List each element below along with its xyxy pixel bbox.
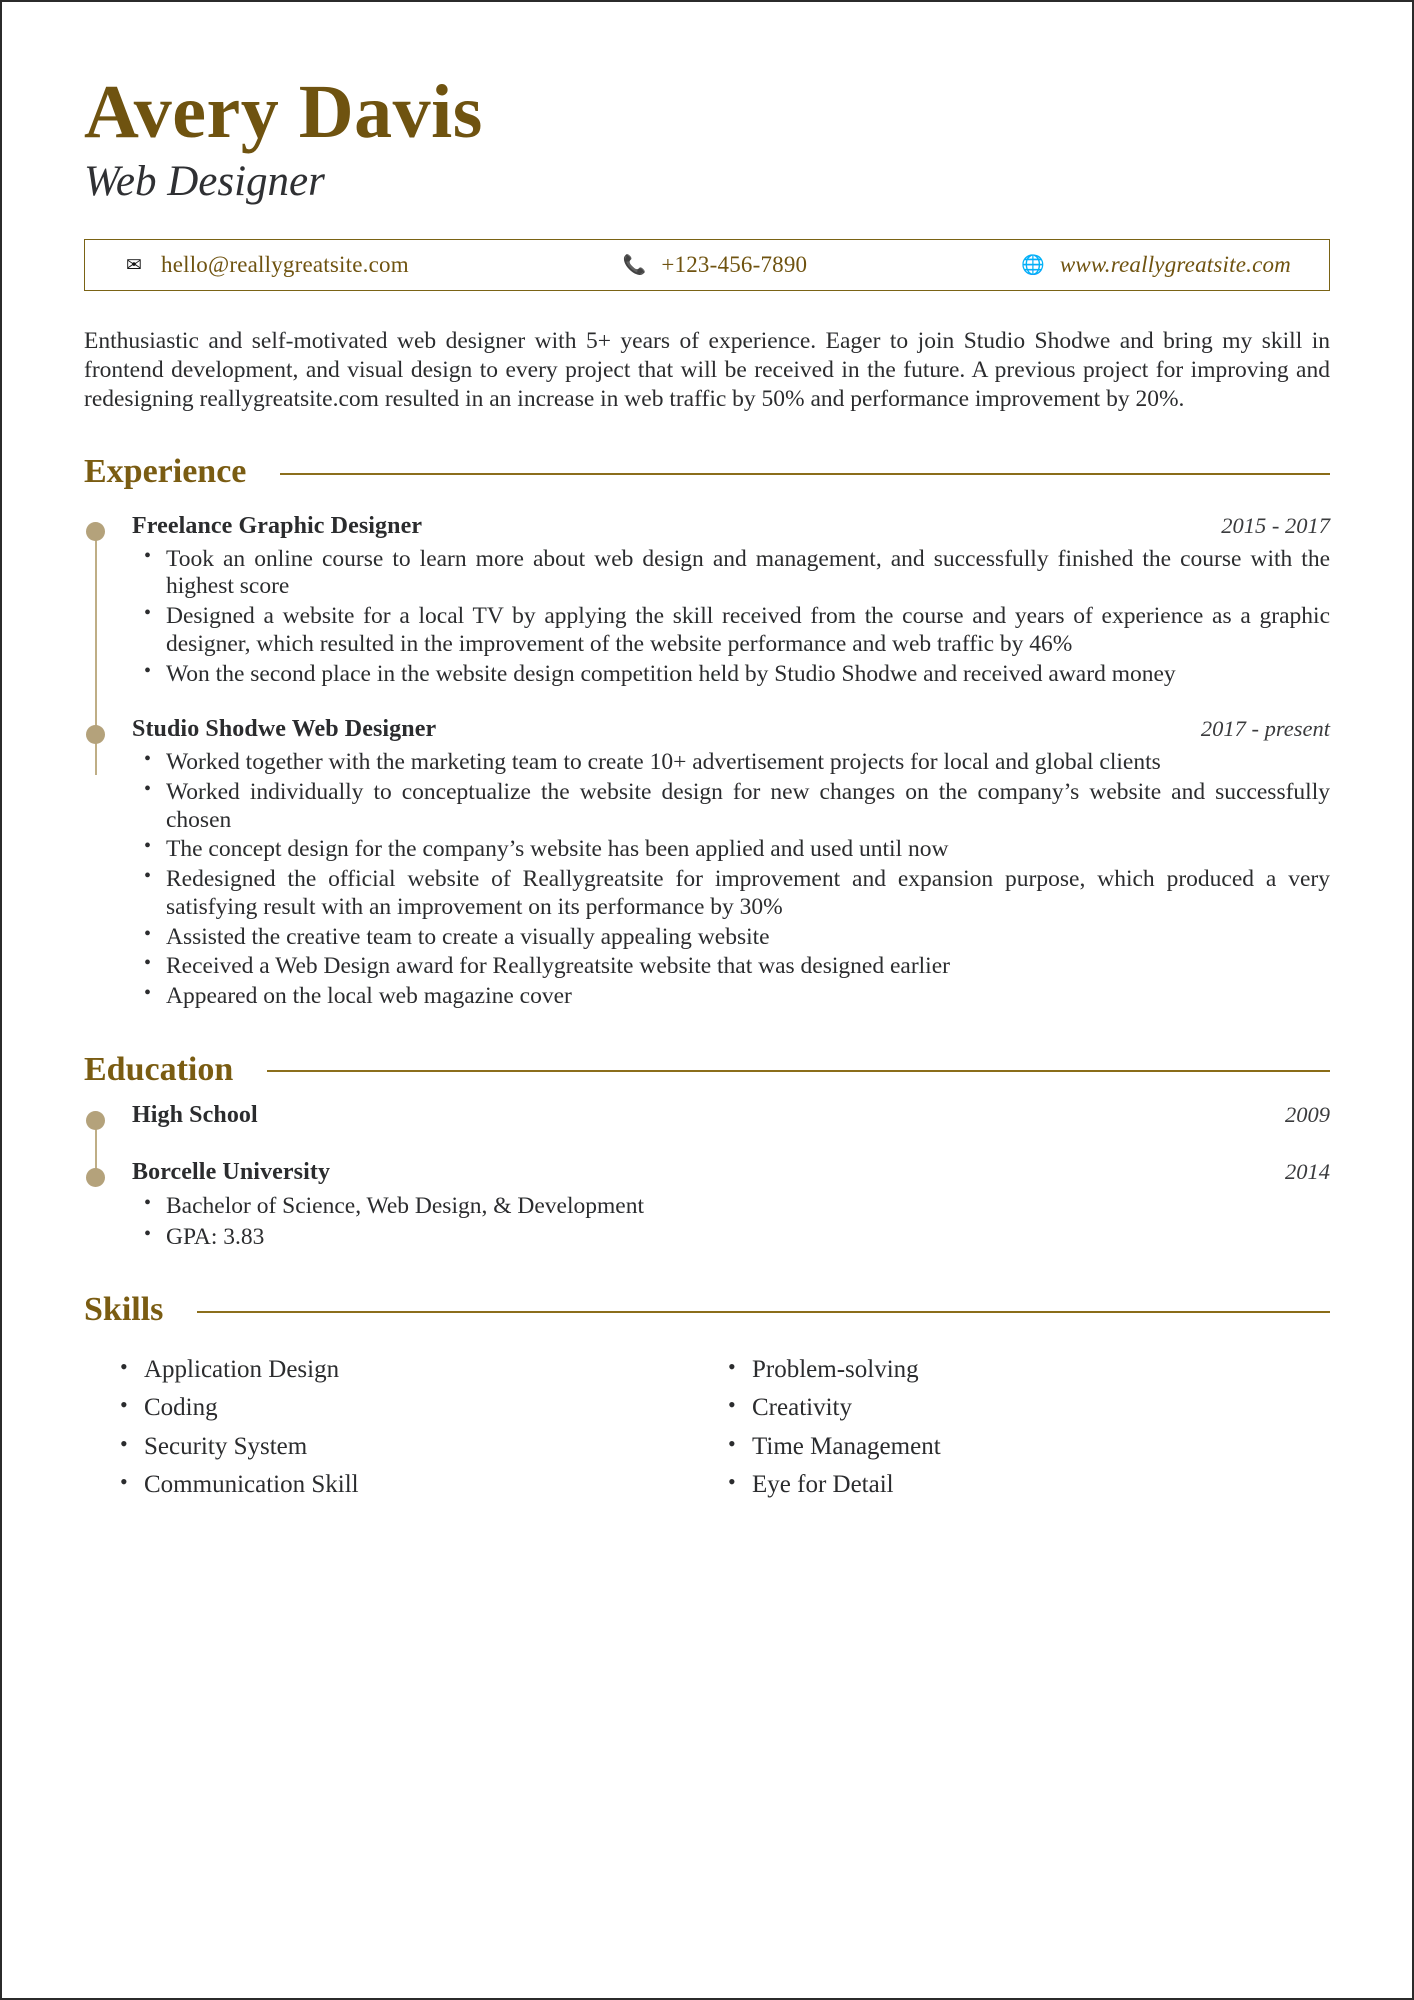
section-experience xyxy=(84,453,1330,1010)
education-entry-header xyxy=(132,1159,1330,1186)
contact-phone[interactable] xyxy=(623,252,807,278)
education-timeline xyxy=(84,1102,1330,1251)
job-bullet-list xyxy=(132,749,1330,1010)
experience-entry-header xyxy=(132,513,1330,540)
skills-list xyxy=(722,1355,1330,1500)
experience-entry-header xyxy=(132,716,1330,743)
skills-column-left xyxy=(114,1355,722,1509)
list-item: • Assisted the creative team to create a visually appealing website xyxy=(166,924,1330,952)
section-skills xyxy=(84,1291,1330,1508)
list-item: • Received a Web Design award for Reallygreatsite website that was designed earlier xyxy=(166,953,1330,981)
education-bullet-list xyxy=(132,1192,1330,1251)
skills-heading: Skills xyxy=(84,1291,164,1329)
job-bullet-list xyxy=(132,546,1330,689)
timeline-dot-icon xyxy=(86,1168,105,1187)
skills-heading-row xyxy=(84,1291,1330,1328)
education-entry xyxy=(132,1102,1330,1129)
section-divider xyxy=(267,1070,1330,1072)
section-divider xyxy=(280,473,1330,475)
list-item: • Creativity xyxy=(752,1393,1330,1423)
list-item: • Took an online course to learn more about web design and management, and successfully finished the course with the highest score xyxy=(166,546,1330,601)
list-item: • Won the second place in the website design competition held by Studio Shodwe and received award money xyxy=(166,661,1330,689)
experience-heading-row xyxy=(84,453,1330,490)
section-education xyxy=(84,1051,1330,1252)
education-entry-header xyxy=(132,1102,1330,1129)
list-item: • Application Design xyxy=(144,1355,722,1385)
contact-website[interactable] xyxy=(1022,252,1291,278)
timeline-dot-icon xyxy=(86,1111,105,1130)
experience-timeline xyxy=(84,513,1330,1011)
job-date: 2015 - 2017 xyxy=(1221,512,1330,538)
school-name: Borcelle University xyxy=(132,1159,331,1186)
list-item: • Communication Skill xyxy=(144,1470,722,1500)
experience-heading: Experience xyxy=(84,453,247,491)
list-item: • Coding xyxy=(144,1393,722,1423)
list-item: • Designed a website for a local TV by applying the skill received from the course and years of experience as a graphic designer, which resulted in the improvement of the website performance and web traffic by 46% xyxy=(166,603,1330,658)
globe-icon: 🌐 xyxy=(1021,254,1045,276)
job-role-subtitle: Web Designer xyxy=(84,158,325,205)
skills-columns xyxy=(84,1355,1330,1509)
list-item: • Worked together with the marketing team to create 10+ advertisement projects for local and global clients xyxy=(166,749,1330,777)
page-title: Avery Davis xyxy=(84,70,483,154)
school-date: 2014 xyxy=(1285,1159,1330,1185)
list-item: • Security System xyxy=(144,1432,722,1462)
list-item: • Time Management xyxy=(752,1432,1330,1462)
list-item: • Redesigned the official website of Reallygreatsite for improvement and expansion purpose, which produced a very satisfying result with an improvement on its performance by 30% xyxy=(166,866,1330,921)
school-date: 2009 xyxy=(1285,1102,1330,1128)
list-item: • GPA: 3.83 xyxy=(166,1223,1330,1252)
resume-content xyxy=(2,2,1412,1509)
timeline-dot-icon xyxy=(86,725,105,744)
experience-entry xyxy=(132,513,1330,689)
contact-email-value: hello@reallygreatsite.com xyxy=(161,252,409,278)
resume-header xyxy=(84,70,1330,205)
timeline-dot-icon xyxy=(86,522,105,541)
job-title: Studio Shodwe Web Designer xyxy=(132,716,437,743)
contact-bar xyxy=(84,239,1330,291)
education-heading-row xyxy=(84,1051,1330,1088)
job-date: 2017 - present xyxy=(1200,716,1330,742)
skills-list xyxy=(114,1355,722,1500)
list-item: • Appeared on the local web magazine cover xyxy=(166,983,1330,1011)
professional-summary: Enthusiastic and self-motivated web designer with 5+ years of experience. Eager to join Studio Shodwe and bring my skill in frontend development, and visual design to every project that will be received in the future. A previous project for improving and redesigning reallygreatsite.com resulted in an increase in web traffic by 50% and performance improvement by 20%. xyxy=(84,328,1330,412)
job-title: Freelance Graphic Designer xyxy=(132,512,423,539)
list-item: • Eye for Detail xyxy=(752,1470,1330,1500)
contact-website-value: www.reallygreatsite.com xyxy=(1059,252,1291,278)
experience-entry xyxy=(132,716,1330,1010)
education-heading: Education xyxy=(84,1050,234,1088)
list-item: • Bachelor of Science, Web Design, & Development xyxy=(166,1192,1330,1221)
list-item: • Worked individually to conceptualize the website design for new changes on the company’s website and successfully chosen xyxy=(166,779,1330,834)
education-entry xyxy=(132,1159,1330,1251)
section-divider xyxy=(197,1311,1330,1313)
envelope-icon: ✉ xyxy=(126,254,142,276)
school-name: High School xyxy=(132,1102,258,1129)
list-item: • The concept design for the company’s website has been applied and used until now xyxy=(166,836,1330,864)
list-item: • Problem-solving xyxy=(752,1355,1330,1385)
skills-column-right xyxy=(722,1355,1330,1509)
phone-icon: 📞 xyxy=(622,254,647,276)
contact-phone-value: +123-456-7890 xyxy=(661,252,808,278)
contact-email[interactable] xyxy=(123,252,409,278)
